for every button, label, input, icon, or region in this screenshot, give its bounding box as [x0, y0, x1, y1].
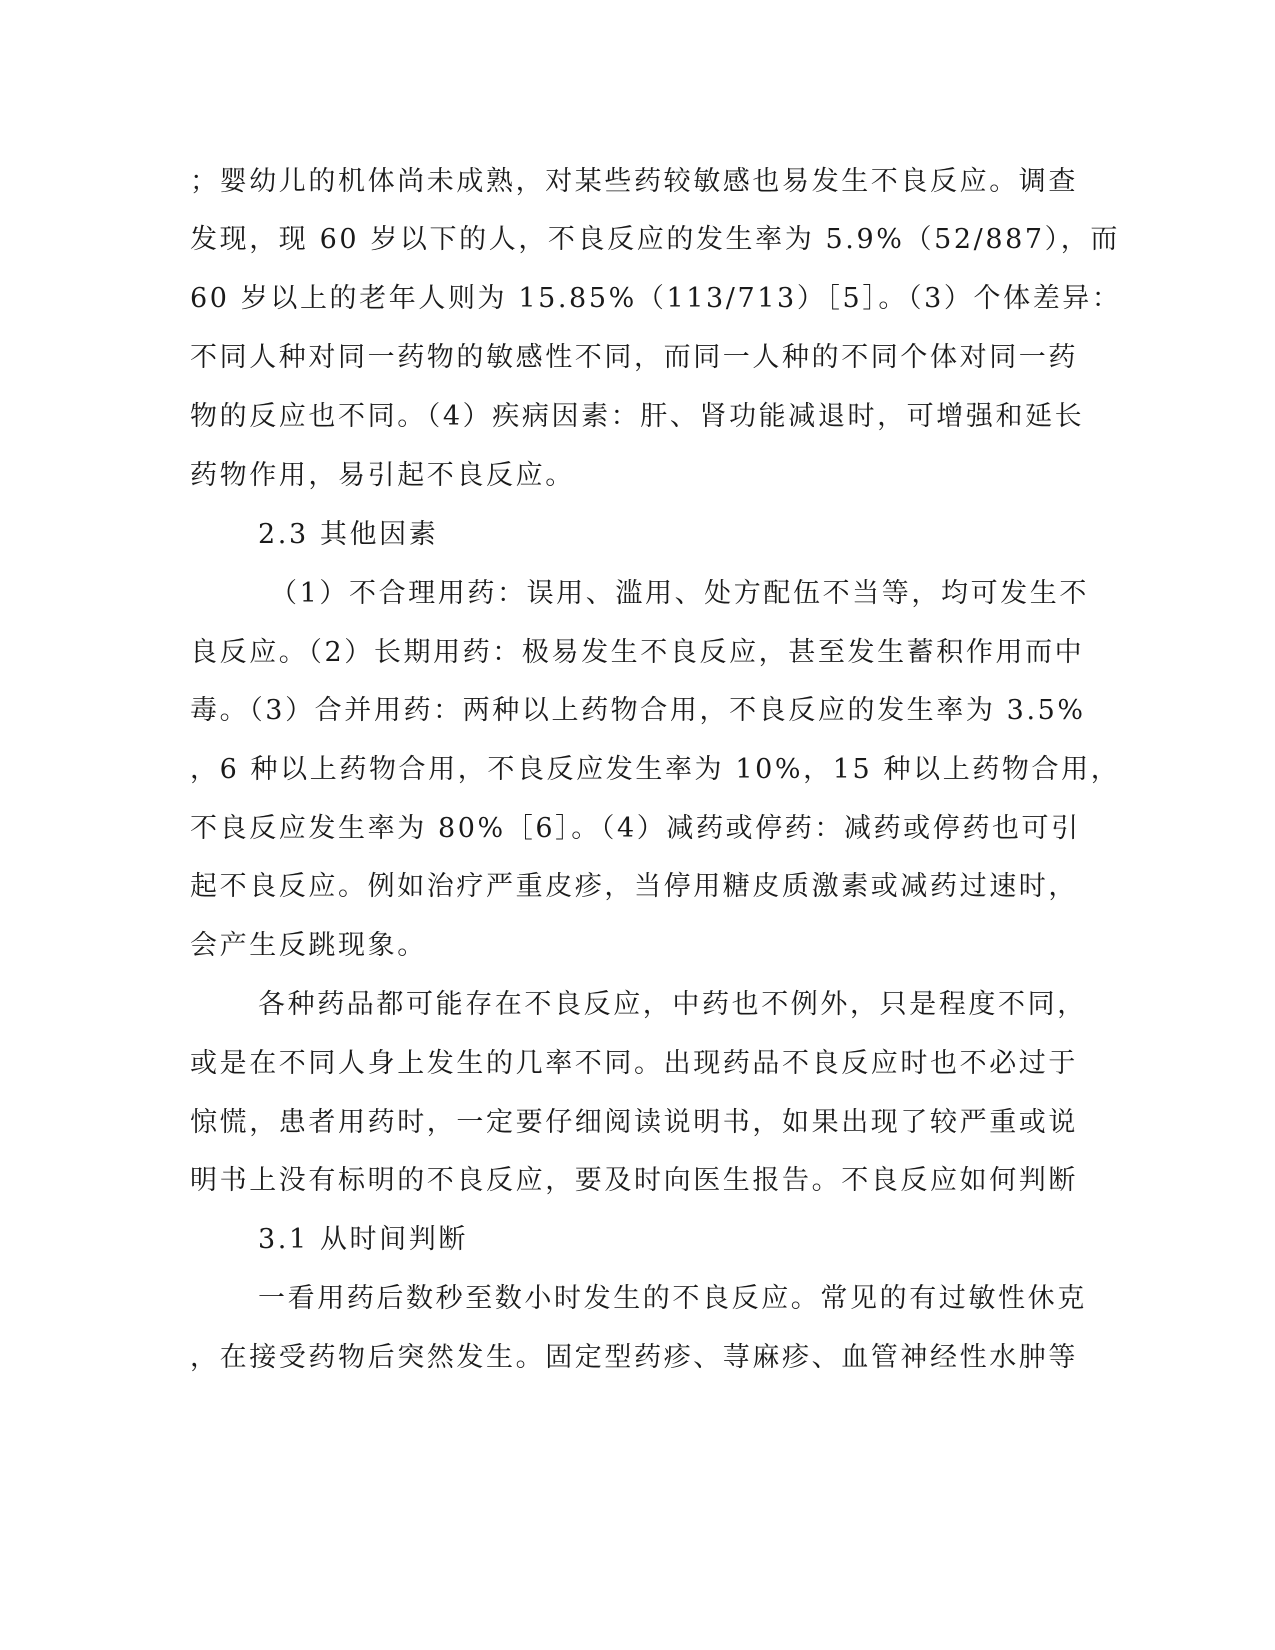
- text-line: ，在接受药物后突然发生。固定型药疹、荨麻疹、血管神经性水肿等: [190, 1342, 1078, 1373]
- text-line: 各种药品都可能存在不良反应，中药也不例外，只是程度不同，: [258, 989, 1087, 1020]
- text-line: ；婴幼儿的机体尚未成熟，对某些药较敏感也易发生不良反应。调查: [190, 166, 1078, 197]
- text-line: 不同人种对同一药物的敏感性不同，而同一人种的不同个体对同一药: [190, 342, 1078, 373]
- text-line: 60 岁以上的老年人则为 15.85%（113/713）［5］。（3）个体差异：: [190, 283, 1122, 314]
- section-heading: 2.3 其他因素: [258, 519, 439, 550]
- text-line: 药物作用，易引起不良反应。: [190, 460, 575, 491]
- text-line: 惊慌，患者用药时，一定要仔细阅读说明书，如果出现了较严重或说: [190, 1107, 1078, 1138]
- text-line: 或是在不同人身上发生的几率不同。出现药品不良反应时也不必过于: [190, 1048, 1078, 1079]
- text-line: 一看用药后数秒至数小时发生的不良反应。常见的有过敏性休克: [258, 1283, 1087, 1314]
- text-line: 会产生反跳现象。: [190, 930, 427, 961]
- text-line: （1）不合理用药：误用、滥用、处方配伍不当等，均可发生不: [270, 578, 1089, 609]
- text-line: 发现，现 60 岁以下的人，不良反应的发生率为 5.9%（52/887），而: [190, 224, 1120, 255]
- text-line: ，6 种以上药物合用，不良反应发生率为 10%，15 种以上药物合用，: [190, 754, 1121, 785]
- text-line: 良反应。（2）长期用药：极易发生不良反应，甚至发生蓄积作用而中: [190, 637, 1085, 668]
- text-line: 毒。（3）合并用药：两种以上药物合用，不良反应的发生率为 3.5%: [190, 695, 1086, 726]
- text-line: 物的反应也不同。（4）疾病因素：肝、肾功能减退时，可增强和延长: [190, 401, 1085, 432]
- text-line: 明书上没有标明的不良反应，要及时向医生报告。不良反应如何判断: [190, 1165, 1078, 1196]
- text-line: 不良反应发生率为 80%［6］。（4）减药或停药：减药或停药也可引: [190, 813, 1081, 844]
- section-heading: 3.1 从时间判断: [258, 1224, 468, 1255]
- text-line: 起不良反应。例如治疗严重皮疹，当停用糖皮质激素或减药过速时，: [190, 871, 1078, 902]
